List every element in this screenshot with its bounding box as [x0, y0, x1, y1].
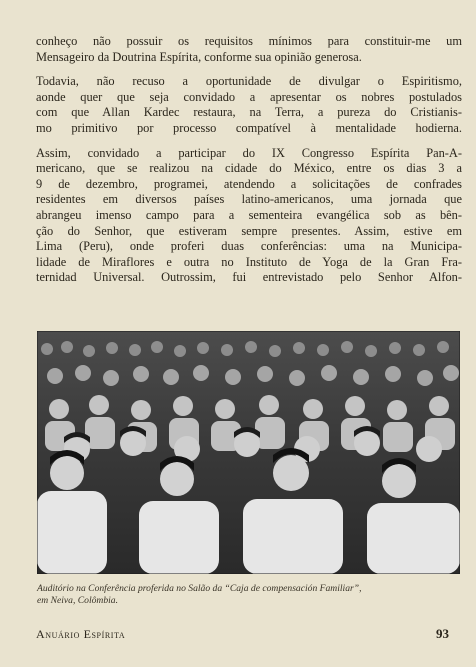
- text-line: ternidad Universal. Outrossim, fui entrevistado pelo Senhor Alfon-: [36, 270, 462, 285]
- photo-caption: [37, 583, 460, 607]
- text-line: mericano, que se realizou na cidade do México, entre os dias 3 a: [36, 161, 462, 176]
- text-line: conheço não possuir os requisitos mínimos para constituir-me um: [36, 34, 462, 48]
- body-text: [36, 34, 462, 295]
- text-line: ção do Senhor, que estiveram sempre presentes. Assim, estive em: [36, 223, 462, 238]
- paragraph-3: [36, 146, 462, 286]
- audience-photo: [37, 331, 460, 574]
- text-line: abrangeu imenso campo para a sementeira evangélica sob as bên-: [36, 207, 462, 222]
- text-line: Lima (Peru), onde proferi duas conferências: uma na Municipa-: [36, 239, 462, 254]
- text-line: Assim, convidado a participar do IX Congresso Espírita Pan-A-: [36, 145, 462, 160]
- caption-line: em Neiva, Colômbia.: [37, 595, 119, 606]
- text-line: 9 de dezembro, programei, atendendo a solicitações de confrades: [36, 176, 462, 191]
- text-line: Todavia, não recuso a oportunidade de divulgar o Espiritismo,: [36, 74, 462, 89]
- running-footer-title: Anuário Espírita: [36, 627, 126, 641]
- paragraph-2: [36, 74, 462, 136]
- paragraph-1: [36, 34, 462, 65]
- text-line: com que Allan Kardec restaura, na Terra, a pureza do Cristianis-: [36, 105, 462, 120]
- text-line: lidade de Miraflores e outra no Instituto de Yoga de la Gran Fra-: [36, 254, 462, 269]
- page-number: 93: [436, 626, 449, 641]
- caption-line: Auditório na Conferência proferida no Salão da “Caja de compensación Familiar”,: [37, 583, 362, 594]
- text-line: residentes em diversos países latino-americanos, uma jornada que: [36, 192, 462, 207]
- text-line: Mensageiro da Doutrina Espírita, conforme sua opinião generosa.: [36, 49, 362, 64]
- text-line: aonde quer que seja convidado a apresentar os nobres postulados: [36, 89, 462, 104]
- text-line: mo primitivo por processo compatível à mentalidade hodierna.: [36, 120, 462, 135]
